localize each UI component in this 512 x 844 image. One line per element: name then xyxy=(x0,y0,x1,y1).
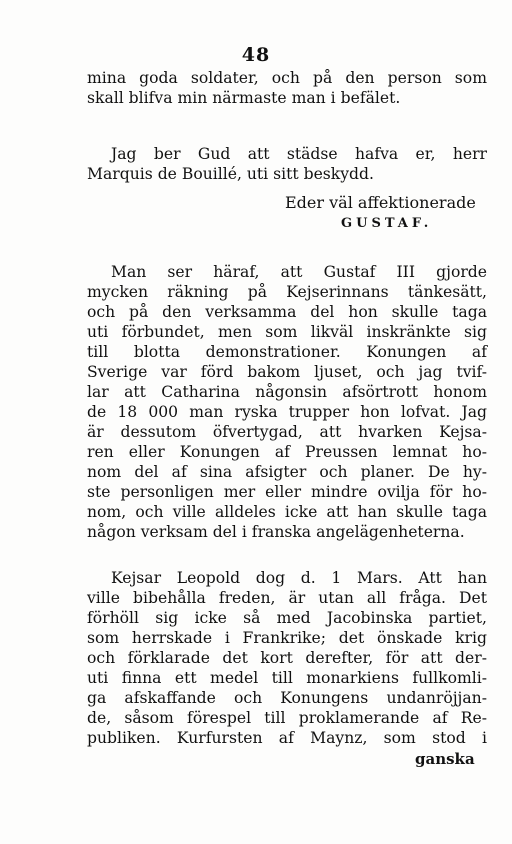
letter-closing: Eder väl affektionerade xyxy=(285,193,476,212)
text-line: Sverige var förd bakom ljuset, och jag tvif- xyxy=(87,363,487,381)
text-line: ren eller Konungen af Preussen lemnat ho- xyxy=(87,443,487,461)
text-line: de 18 000 man ryska trupper hon lofvat. Jag xyxy=(87,403,487,421)
catchword: ganska xyxy=(415,750,475,768)
text-line: de, såsom förespel till proklamerande af Re- xyxy=(87,709,487,727)
text-line: lar att Catharina någonsin afsörtrott honom xyxy=(87,383,487,401)
text-line: Jag ber Gud att städse hafva er, herr xyxy=(111,145,487,163)
text-line: skall blifva min närmaste man i befälet. xyxy=(87,89,401,107)
text-line: nom, och ville alldeles icke att han skulle taga xyxy=(87,503,487,521)
text-line: ste personligen mer eller mindre ovilja för ho- xyxy=(87,483,487,501)
text-line: Marquis de Bouillé, uti sitt beskydd. xyxy=(87,165,374,183)
letter-signature: GUSTAF. xyxy=(341,216,433,231)
text-line: förhöll sig icke så med Jacobinska partiet, xyxy=(87,609,487,627)
text-line: som herrskade i Frankrike; det önskade krig xyxy=(87,629,487,647)
text-line: uti finna ett medel till monarkiens fullkomli- xyxy=(87,669,487,687)
text-line: Kejsar Leopold dog d. 1 Mars. Att han xyxy=(111,569,487,587)
text-line: nom del af sina afsigter och planer. De hy- xyxy=(87,463,487,481)
text-line: uti förbundet, men som likväl inskränkte sig xyxy=(87,323,487,341)
text-line: till blotta demonstrationer. Konungen af xyxy=(87,343,487,361)
text-line: ville bibehålla freden, är utan all fråga. Det xyxy=(87,589,487,607)
text-line: och förklarade det kort derefter, för att der- xyxy=(87,649,487,667)
text-line: publiken. Kurfursten af Maynz, som stod i xyxy=(87,729,487,747)
text-line: och på den verksamma del hon skulle taga xyxy=(87,303,487,321)
text-line: ga afskaffande och Konungens undanröjjan- xyxy=(87,689,487,707)
page-number: 48 xyxy=(241,44,271,66)
text-line: Man ser häraf, att Gustaf III gjorde xyxy=(111,263,487,281)
text-line: mycken räkning på Kejserinnans tänkesätt, xyxy=(87,283,487,301)
text-line: mina goda soldater, och på den person som xyxy=(87,69,487,87)
text-line: är dessutom öfvertygad, att hvarken Kejsa- xyxy=(87,423,487,441)
text-line: någon verksam del i franska angelägenheterna. xyxy=(87,523,465,541)
